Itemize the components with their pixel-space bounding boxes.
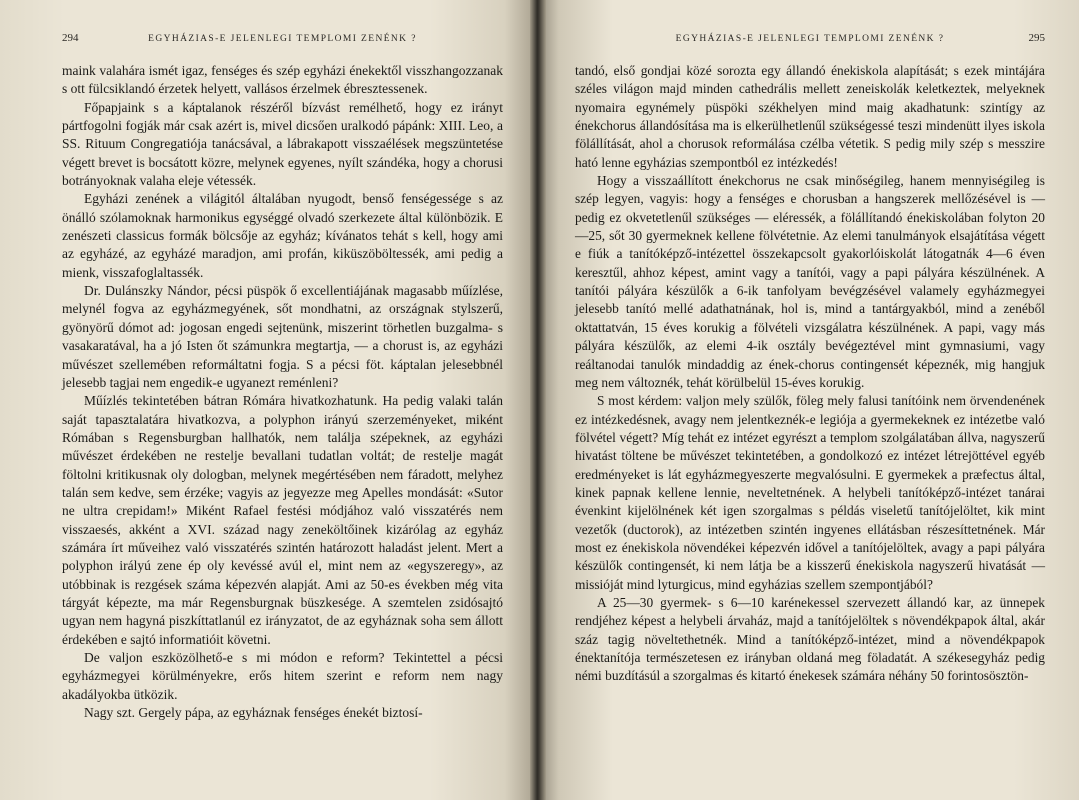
paragraph: maink valahára ismét igaz, fenséges és szép egyházi énekektől visszhangozzanak s ott fülcsiklandó érzetek helyett, vallásos érzelmek ébresztessenek. (62, 63, 503, 97)
paragraph: Főpapjaink s a káptalanok részéről bízvást remélhető, hogy ez irányt pártfogolni fogják már csak azért is, mivel dicsően uralkodó pápánk: XIII. Leo, a SS. Rituum Congregatiója tanácsával, a lábrakapott visszaélések megszüntetése végett brevet is bocsátott közre, melynek egyenes, nyílt szándéka, hogy a chorusi botrányoknak valaha eleje vétessék. (62, 99, 503, 189)
paragraph: De valjon eszközölhető-e s mi módon e reform? Tekintettel a pécsi egyházmegyei körülményekre, erős hitem szerint e reform nem nagy akadályokba ütközik. (62, 650, 503, 702)
book-gutter (530, 0, 546, 800)
paragraph: A 25—30 gyermek- s 6—10 karénekessel szervezett állandó kar, az ünnepek rendjéhez képest a helybeli árvaház, majd a tanítójelöltek s növendékpapok által, akár száz tagig növeltethetnék. Mind a tanítóképző-intézet, mind a növendékpapok énektanítója természetesen ez irányban oldaná meg föladatát. A székesegyház pedig némi buzdításúl a szorgalmas és kitartó énekesek számára néhány 50 forintosösztön- (575, 594, 1045, 684)
paragraph: tandó, első gondjai közé sorozta egy állandó énekiskola alapítását; s ezek mintájára széles világon majd minden cathedrális mellett zeneiskolák keletkeztek, melyeknek nyomaira egynémely püspöki székhelyen mind maig akadhatunk: szintígy az énekchorus állandósítása ma is elkerülhetlenűl szükségessé teszi mindenütt ilyes iskola fölállítását, ahol a chorusok reformálása czélba vétetik. S pedig mily szép s messzire ható lenne egyházias szempontból ez intézkedés! (575, 63, 1045, 170)
right-page (537, 0, 1079, 800)
right-page-text (575, 62, 1045, 686)
right-running-title: EGYHÁZIAS-E JELENLEGI TEMPLOMI ZENÉNK ? (675, 34, 945, 44)
left-page (0, 0, 537, 800)
paragraph: Nagy szt. Gergely pápa, az egyháznak fenséges énekét biztosí- (84, 705, 423, 721)
paragraph: Műízlés tekintetében bátran Rómára hivatkozhatunk. Ha pedig valaki talán saját tapasztalatára hivatkozva, a polyphon irányú szerzeményeket, miként Rómában s Regensburgban hallhatók, nem találja szépeknek, az egyházi művészet érdekében ne restelje bevallani tudatlan voltát; de restelje magát föltolni kritikusnak oly dologban, melynek megértésében nem fáradott, melyhez talán sem kedve, sem érzéke; vagyis az jegyezze meg Apelles mondását: «Sutor ne ultra crepidam!» Miként Rafael festési módjához való visszatérés nem visszaesés, akként a XVI. század nagy zeneköltőinek kizárólag az egyház számára írt műveihez való visszatérés szintén határozott haladást jelent. Mert a polyphon irályú zene ép oly kevéssé avúl el, mint nem az «egyszeregy», az utóbbinak is rezgések száma képezvén alapját. Ami az 50-es években még vita tárgyát képezte, ma már Regensburgnak büszkesége. A szemtelen zsidósajtó ugyan nem hagyná piszkíttatlanúl ez irányzatot, de az egyháznak soha sem állott érdekében e sajtó informatióit követni. (62, 393, 503, 647)
left-running-title: EGYHÁZIAS-E JELENLEGI TEMPLOMI ZENÉNK ? (148, 34, 417, 44)
paragraph: Hogy a visszaállított énekchorus ne csak minőségileg, hanem mennyiségileg is szép legyen, vagyis: hogy a fenséges e chorusban a hangszerek mellőzésével is — pedig ez okvetetlenűl szükséges — eléressék, a fölállítandó énekiskolában folyton 20—25, sőt 30 gyermeknek kellene fölvétetnie. Az elemi tanulmányok elsajátítása végett e fiúk a tanítóképző-intézettel összekapcsolt gyakorlóiskolát látogatnák 4—6 éven keresztűl, ahhoz képest, amint vagy a tanítói, vagy a papi pályára készülnének. A tanítói pályára készülők a 6-ik tanfolyam bevégzésével valamely egyházmegyei jelesebb tanító mellé adathatnának, hol is, mind a tantárgyakból, mind a zenéből oktattatván, 15 éves korukig a fölvételi vizsgálatra készülnének. A papi, vagy más pályára készülők, az elemi 4-ik osztály bevégeztével mint gymnasiumi, vagy reáltanodai tanulók mindaddig az ének-chorus contingensét képeznék, mig hangjuk meg nem változnék, tehát körülbelül 15-éves korukig. (575, 173, 1045, 390)
right-page-number: 295 (1028, 32, 1045, 44)
left-page-text (62, 62, 503, 722)
right-running-head (575, 32, 1045, 50)
left-page-number: 294 (62, 32, 79, 44)
paragraph: Egyházi zenének a világitól általában nyugodt, benső fenségessége s az önálló szólamoknak harmonikus egységgé olvadó szerkezete által különbözik. E zenészeti classicus formák bölcsője az egyház; kívánatos tehát s kell, hogy ami az egyházé, az egyházé maradjon, ami profán, kiküszöböltessék, ami pedig a mienk, visszafoglaltassék. (62, 191, 503, 280)
left-running-head (62, 32, 503, 50)
paragraph: Dr. Dulánszky Nándor, pécsi püspök ő excellentiájának magasabb műízlése, melynél fogva az egyházmegyének, sőt mondhatni, az országnak stylszerű, gyönyörű dómot ad: jogosan engedi sejtenünk, miszerint törhetlen buzgalma- s vasakaratával, ha a jó Isten őt számunkra megtartja, — a chorust is, az egyházi művészet szellemében reformáltatni fogja. S a pécsi föt. káptalan jelesebbnél jelesebb tagjai nem engedik-e ugyanezt reménleni? (62, 283, 503, 390)
paragraph: S most kérdem: valjon mely szülők, föleg mely falusi tanítóink nem örvendenének ez intézkedésnek, avagy nem jelentkeznék-e legiója a gyermekeknek ez intézetbe való fölvétel végett? Míg tehát ez intézet egyrészt a templom szolgálatában állva, nagyszerű hivatást töltene be művészet tekintetében, a gondolkozó ez intézet létrejöttével egyéb eredményeket is lát egyházmegyeszerte megvalósulni. E gyermekek a præfectus által, kinek papnak kellene lennie, neveltetnének. A helybeli tanítóképző-intézet tanárai évenkint kijelölnének két igen szorgalmas s példás viseletű tanítójelöltet, kik mint vezetők (ductorok), az intézetben szintén ingyenes ellátásban részesíttetnének. Már most ez énekiskola növendékei képezvén idővel a tanítójelöltek, avagy a papi pályára készülők contingensét, ki nem látja be a kisszerű énekiskola nagyszerű hivatását — missióját mind lyturgicus, mind egyházias szellem szempontjából? (575, 393, 1045, 592)
